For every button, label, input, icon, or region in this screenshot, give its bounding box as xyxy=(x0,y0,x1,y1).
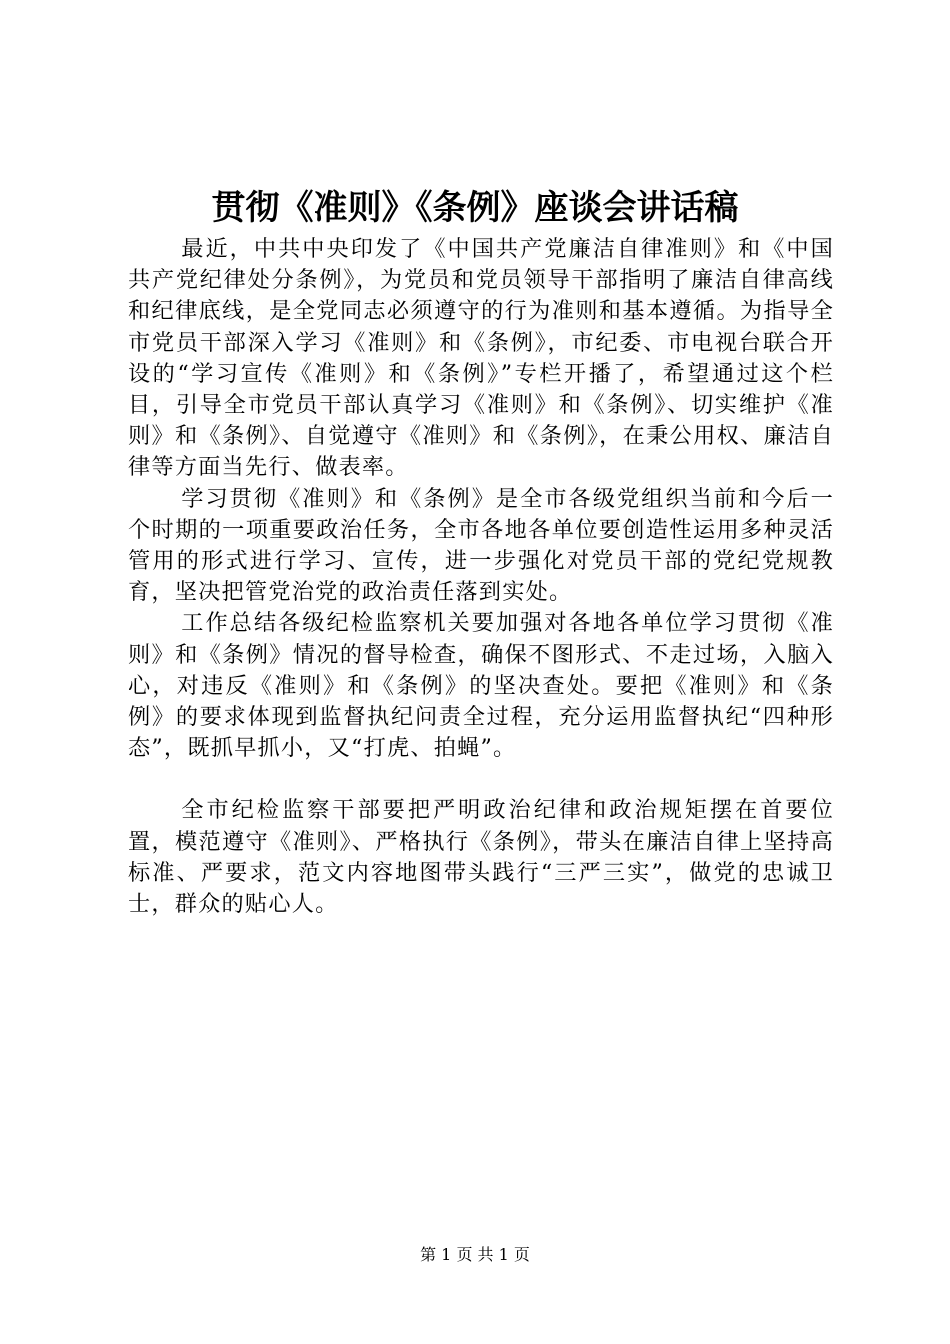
paragraph-4: 全市纪检监察干部要把严明政治纪律和政治规矩摆在首要位置，模范遵守《准则》、严格执行《条例》，带头在廉洁自律上坚持高标准、严要求，范文内容地图带头践行“三严三实”，做党的忠诚卫士，群众的贴心人。 xyxy=(128,797,834,918)
paragraph-1: 最近，中共中央印发了《中国共产党廉洁自律准则》和《中国共产党纪律处分条例》，为党员和党员领导干部指明了廉洁自律高线和纪律底线，是全党同志必须遵守的行为准则和基本遵循。为指导全市党员干部深入学习《准则》和《条例》，市纪委、市电视台联合开设的“学习宣传《准则》和《条例》”专栏开播了，希望通过这个栏目，引导全市党员干部认真学习《准则》和《条例》、切实维护《准则》和《条例》、自觉遵守《准则》和《条例》，在秉公用权、廉洁自律等方面当先行、做表率。 xyxy=(128,236,834,481)
paragraph-3: 工作总结各级纪检监察机关要加强对各地各单位学习贯彻《准则》和《条例》情况的督导检查，确保不图形式、不走过场，入脑入心，对违反《准则》和《条例》的坚决查处。要把《准则》和《条例》的要求体现到监督执纪问责全过程，充分运用监督执纪“四种形态”，既抓早抓小，又“打虎、拍蝇”。 xyxy=(128,610,834,762)
document-body xyxy=(128,234,834,920)
document-title: 贯彻《准则》《条例》座谈会讲话稿 xyxy=(211,188,739,228)
paragraph-2: 学习贯彻《准则》和《条例》是全市各级党组织当前和今后一个时期的一项重要政治任务，全市各地各单位要创造性运用多种灵活管用的形式进行学习、宣传，进一步强化对党员干部的党纪党规教育，坚决把管党治党的政治责任落到实处。 xyxy=(128,485,834,606)
page-footer: 第 1 页 共 1 页 xyxy=(420,1245,530,1264)
